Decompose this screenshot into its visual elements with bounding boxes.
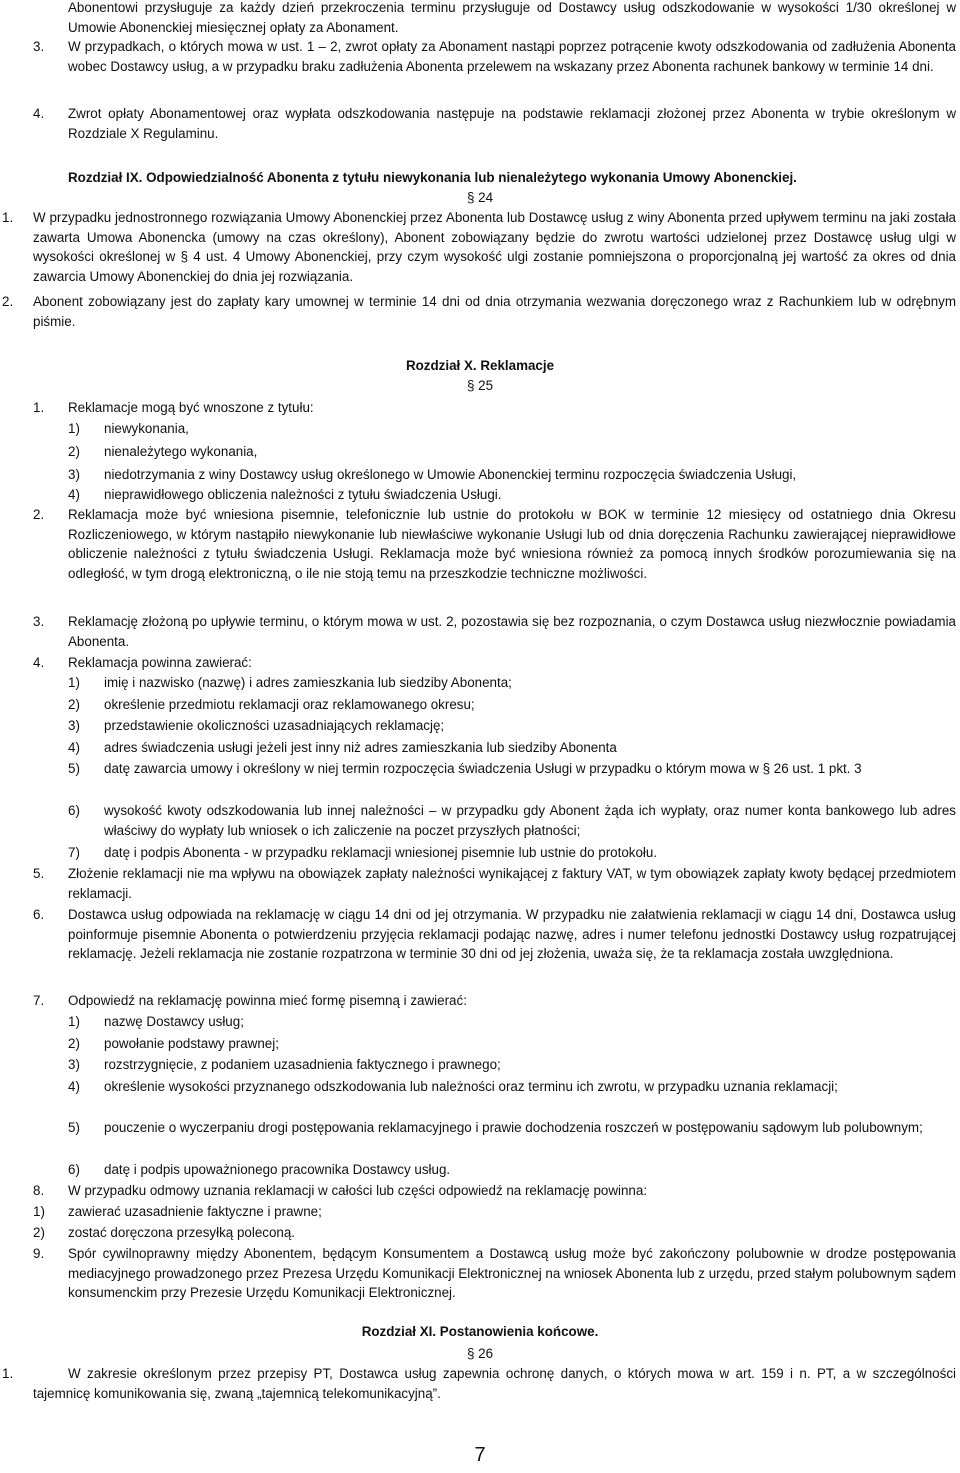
- chapter-heading: Rozdział IX. Odpowiedzialność Abonenta z tytułu niewykonania lub nienależytego wykonania Umowy Abonenckiej.: [68, 170, 797, 185]
- list-item: datę i podpis Abonenta - w przypadku reklamacji wniesionej pisemnie lub ustnie do protokołu.: [104, 845, 658, 860]
- section-sign: § 26: [466, 1346, 494, 1361]
- item-number: 1.: [2, 1366, 14, 1381]
- list-item: rozstrzygnięcie, z podaniem uzasadnienia faktycznego i prawnego;: [104, 1057, 501, 1072]
- list-number: 2): [68, 444, 80, 459]
- item-number: 8.: [33, 1183, 45, 1198]
- section-sign: § 25: [466, 378, 494, 393]
- item-number: 3.: [33, 614, 45, 629]
- list-number: 1): [68, 421, 80, 436]
- paragraph-3: W przypadkach, o których mowa w ust. 1 – 2, zwrot opłaty za Abonament nastąpi poprzez potrącenie kwoty odszkodowania od zadłużenia Abonenta wobec Dostawcy usług, a w przypadku braku zadłużenia Abonenta przelewem na wskazany przez Abonenta rachunek bankowy w terminie 14 dni.: [68, 39, 956, 74]
- list-number: 2): [33, 1225, 45, 1240]
- list-item: niewykonania,: [104, 421, 189, 436]
- list-item: pouczenie o wyczerpaniu drogi postępowania reklamacyjnego i prawie dochodzenia roszczeń w postępowaniu sądowym lub polubownym;: [104, 1120, 923, 1135]
- item-number: 5.: [33, 866, 45, 881]
- list-number: 2): [68, 697, 80, 712]
- list-item: powołanie podstawy prawnej;: [104, 1036, 279, 1051]
- list-number: 1): [33, 1204, 45, 1219]
- item-number: 4.: [33, 106, 45, 121]
- list-item: wysokość kwoty odszkodowania lub innej należności – w przypadku gdy Abonent żąda ich wypłaty, oraz numer konta bankowego lub adres właściwy do wypłaty lub wniosek o ich zaliczenie na poczet przyszłych płatności;: [104, 803, 956, 838]
- paragraph-continuation: Abonentowi przysługuje za każdy dzień przekroczenia terminu przysługuje od Dostawcy usług odszkodowanie w wysokości 1/30 określonej w Umowie Abonenckiej miesięcznej opłaty za Abonament.: [68, 0, 956, 35]
- list-number: 4): [68, 487, 80, 502]
- list-number: 3): [68, 467, 80, 482]
- paragraph-ch10-1: Reklamacje mogą być wnoszone z tytułu:: [68, 400, 314, 415]
- page-number: 7: [474, 1444, 486, 1466]
- item-number: 2.: [2, 294, 14, 309]
- list-number: 4): [68, 1079, 80, 1094]
- item-number: 6.: [33, 907, 45, 922]
- list-number: 3): [68, 1057, 80, 1072]
- paragraph-ch10-9: Spór cywilnoprawny między Abonentem, będącym Konsumentem a Dostawcą usług może być zakończony polubownie w drodze postępowania mediacyjnego prowadzonego przez Prezesa Urzędu Komunikacji Elektronicznej na wniosek Abonenta lub z urzędu, przed stałym polubownym sądem konsumenckim przy Prezesie Urzędu Komunikacji Elektronicznej.: [68, 1246, 956, 1301]
- list-item: imię i nazwisko (nazwę) i adres zamieszkania lub siedziby Abonenta;: [104, 675, 512, 690]
- list-item: przedstawienie okoliczności uzasadniających reklamację;: [104, 718, 445, 733]
- list-number: 5): [68, 761, 80, 776]
- paragraph-ch9-2: Abonent zobowiązany jest do zapłaty kary umownej w terminie 14 dni od dnia otrzymania wezwania doręczonego wraz z Rachunkiem lub w odrębnym piśmie.: [33, 294, 956, 329]
- list-number: 3): [68, 718, 80, 733]
- list-number: 5): [68, 1120, 80, 1135]
- list-number: 4): [68, 740, 80, 755]
- list-item: określenie wysokości przyznanego odszkodowania lub należności oraz terminu ich zwrotu, w przypadku uznania reklamacji;: [104, 1079, 838, 1094]
- item-number: 4.: [33, 655, 45, 670]
- list-number: 7): [68, 845, 80, 860]
- section-sign: § 24: [466, 190, 494, 205]
- item-number: 3.: [33, 39, 45, 54]
- list-item: datę i podpis upoważnionego pracownika Dostawcy usług.: [104, 1162, 451, 1177]
- list-item: określenie przedmiotu reklamacji oraz reklamowanego okresu;: [104, 697, 475, 712]
- item-number: 1.: [2, 210, 14, 225]
- paragraph-ch11-1: W zakresie określonym przez przepisy PT, Dostawca usług zapewnia ochronę danych, o których mowa w art. 159 i n. PT, a w szczególności tajemnicę komunikowania się, zwaną „tajemnicą telekomunikacyjną”.: [33, 1366, 956, 1401]
- list-number: 1): [68, 675, 80, 690]
- chapter-heading: Rozdział X. Reklamacje: [405, 358, 555, 373]
- list-number: 1): [68, 1014, 80, 1029]
- paragraph-ch10-4: Reklamacja powinna zawierać:: [68, 655, 252, 670]
- item-number: 2.: [33, 507, 45, 522]
- paragraph-ch10-8: W przypadku odmowy uznania reklamacji w całości lub części odpowiedź na reklamację powinna:: [68, 1183, 648, 1198]
- item-number: 7.: [33, 993, 45, 1008]
- list-number: 6): [68, 803, 80, 818]
- list-item: zawierać uzasadnienie faktyczne i prawne;: [68, 1204, 322, 1219]
- list-item: adres świadczenia usługi jeżeli jest inny niż adres zamieszkania lub siedziby Abonenta: [104, 740, 617, 755]
- paragraph-ch10-2: Reklamacja może być wniesiona pisemnie, telefonicznie lub ustnie do protokołu w BOK w terminie 12 miesięcy od ostatniego dnia Okresu Rozliczeniowego, w którym nastąpiło niewykonanie lub niewłaściwe wykonanie Usługi lub od dnia doręczenia Rachunku zawierającej nieprawidłowe obliczenie należności z tytułu świadczenia Usługi. Reklamacja może być wniesiona również za pomocą innych środków porozumiewania się na odległość, w tym drogą elektroniczną, o ile nie stoją temu na przeszkodzie techniczne możliwości.: [68, 507, 956, 581]
- list-item: datę zawarcia umowy i określony w niej termin rozpoczęcia świadczenia Usługi w przypadku o którym mowa w § 26 ust. 1 pkt. 3: [104, 761, 862, 776]
- paragraph-ch10-5: Złożenie reklamacji nie ma wpływu na obowiązek zapłaty należności wynikającej z faktury VAT, w tym obowiązek zapłaty kwoty będącej przedmiotem reklamacji.: [68, 866, 956, 901]
- paragraph-ch10-6: Dostawca usług odpowiada na reklamację w ciągu 14 dni od jej otrzymania. W przypadku nie załatwienia reklamacji w ciągu 14 dni, Dostawca usług poinformuje pisemnie Abonenta o potwierdzeniu przyjęcia reklamacji podając nazwę, adres i numer telefonu jednostki Dostawcy usług rozpatrującej reklamację. Jeżeli reklamacja nie zostanie rozpatrzona w terminie 30 dni od jej złożenia, uważa się, że ta reklamacja została uwzględniona.: [68, 907, 956, 962]
- paragraph-4: Zwrot opłaty Abonamentowej oraz wypłata odszkodowania następuje na podstawie reklamacji złożonej przez Abonenta w trybie określonym w Rozdziale X Regulaminu.: [68, 106, 956, 141]
- chapter-heading: Rozdział XI. Postanowienia końcowe.: [361, 1324, 599, 1339]
- list-item: nienależytego wykonania,: [104, 444, 258, 459]
- list-number: 2): [68, 1036, 80, 1051]
- list-item: zostać doręczona przesyłką poleconą.: [68, 1225, 296, 1240]
- paragraph-ch9-1: W przypadku jednostronnego rozwiązania Umowy Abonenckiej przez Abonenta lub Dostawcę usług z winy Abonenta przed upływem terminu na jaki została zawarta Umowa Abonencka (umowy na czas określony), Abonent zobowiązany będzie do zwrotu wartości udzielonej przez Dostawcę usług ulgi w wysokości określonej w § 4 ust. 4 Umowy Abonenckiej, przy czym wysokość ulgi zostanie pomniejszona o proporcjonalną jej wartość za okres od dnia zawarcia Umowy Abonenckiej do dnia jej rozwiązania.: [33, 210, 956, 284]
- item-number: 9.: [33, 1246, 45, 1261]
- list-number: 6): [68, 1162, 80, 1177]
- paragraph-ch10-3: Reklamację złożoną po upływie terminu, o którym mowa w ust. 2, pozostawia się bez rozpoznania, o czym Dostawca usług niezwłocznie powiadamia Abonenta.: [68, 614, 956, 649]
- item-number: 1.: [33, 400, 45, 415]
- list-item: niedotrzymania z winy Dostawcy usług określonego w Umowie Abonenckiej terminu rozpoczęcia świadczenia Usługi,: [104, 467, 797, 482]
- list-item: nazwę Dostawcy usług;: [104, 1014, 244, 1029]
- list-item: nieprawidłowego obliczenia należności z tytułu świadczenia Usługi.: [104, 487, 502, 502]
- paragraph-ch10-7: Odpowiedź na reklamację powinna mieć formę pisemną i zawierać:: [68, 993, 467, 1008]
